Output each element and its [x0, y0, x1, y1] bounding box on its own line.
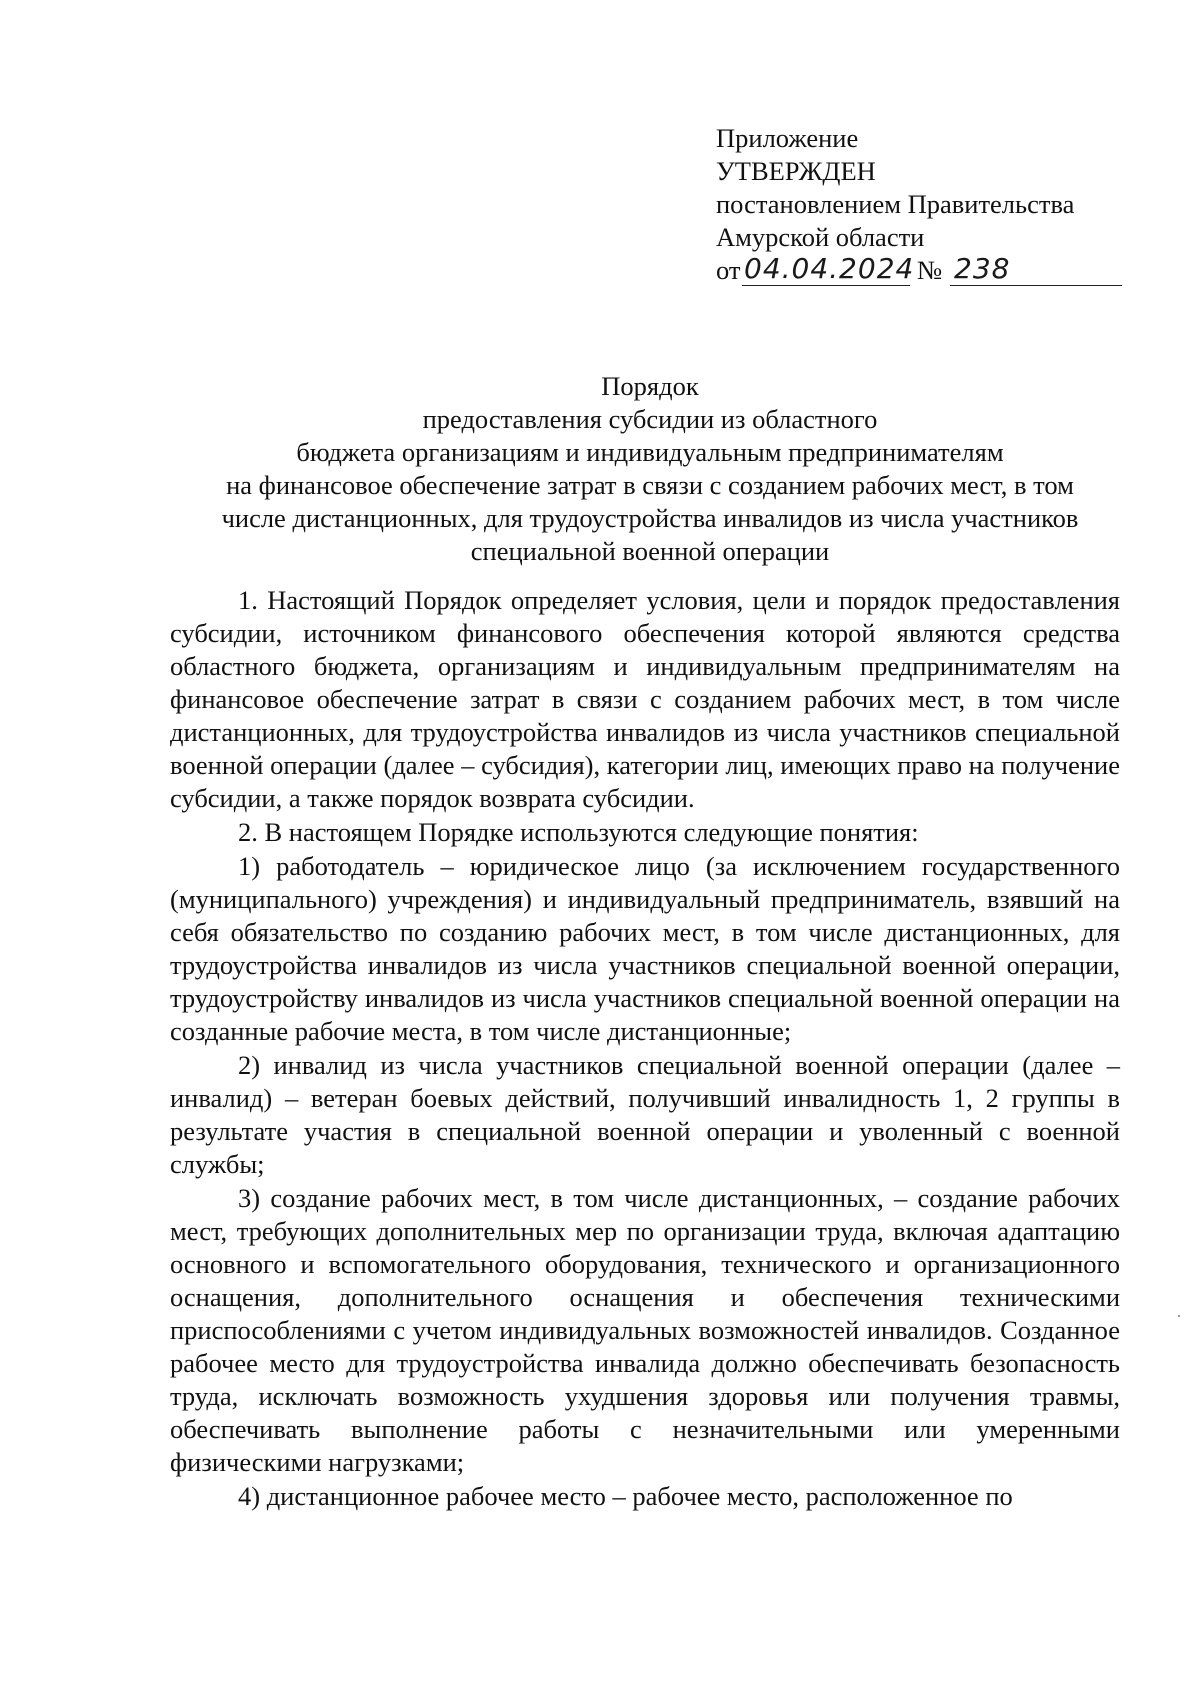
resolution-label: постановлением Правительства	[716, 189, 1075, 219]
paragraph-definition-3: 3) создание рабочих мест, в том числе дистанционных, – создание рабочих мест, требующих дополнительных мер по организации труда, включая адаптацию основного и вспомогательного оборудования, технического и организационного оснащения, дополнительного оснащения и обеспечения техническими приспособлениями с учетом индивидуальных возможностей инвалидов. Созданное рабочее место для трудоустройства инвалида должно обеспечивать безопасность труда, исключать возможность ухудшения здоровья или получения травмы, обеспечивать выполнение работы с незначительными или умеренными физическими нагрузками;	[170, 1183, 1120, 1477]
date-number-line	[716, 254, 1126, 294]
paragraph-definition-4: 4) дистанционное рабочее место – рабочее место, расположенное по	[238, 1481, 1013, 1511]
title-line-4: на финансовое обеспечение затрат в связи с созданием рабочих мест, в том	[226, 470, 1074, 500]
approved-label: УТВЕРЖДЕН	[716, 156, 876, 186]
title-line-2: предоставления субсидии из областного	[422, 404, 878, 434]
date-prefix: от	[716, 255, 741, 285]
region-label: Амурской области	[716, 222, 925, 252]
appendix-label: Приложение	[716, 123, 859, 153]
paragraph-1: 1. Настоящий Порядок определяет условия, цели и порядок предоставления субсидии, источником финансового обеспечения которой являются средства областного бюджета, организациям и индивидуальным предпринимателям на финансовое обеспечение затрат в связи с созданием рабочих мест, в том числе дистанционных, для трудоустройства инвалидов из числа участников специальной военной операции (далее – субсидия), категории лиц, имеющих право на получение субсидии, а также порядок возврата субсидии.	[170, 585, 1120, 813]
title-line-6: специальной военной операции	[470, 536, 830, 566]
paragraph-definition-2: 2) инвалид из числа участников специальной военной операции (далее – инвалид) – ветеран боевых действий, получивший инвалидность 1, 2 группы в результате участия в специальной военной операции и уволенный с военной службы;	[170, 1050, 1120, 1179]
paragraph-definition-1: 1) работодатель – юридическое лицо (за исключением государственного (муниципального) учреждения) и индивидуальный предприниматель, взявший на себя обязательство по созданию рабочих мест, в том числе дистанционных, для трудоустройства инвалидов из числа участников специальной военной операции, трудоустройству инвалидов из числа участников специальной военной операции на созданные рабочие места, в том числе дистанционные;	[170, 851, 1120, 1046]
approval-stamp-block	[716, 122, 1126, 294]
number-prefix: №	[917, 255, 943, 285]
date-underline	[742, 285, 910, 286]
title-line-3: бюджета организациям и индивидуальным предпринимателям	[296, 437, 1004, 467]
document-body	[170, 584, 1120, 1513]
document-title	[170, 370, 1130, 568]
paragraph-2: 2. В настоящем Порядке используются следующие понятия:	[238, 817, 919, 847]
number-underline	[950, 285, 1122, 286]
title-line-1: Порядок	[601, 371, 699, 401]
handwritten-number: 238	[954, 252, 1011, 285]
handwritten-date: 04.04.2024	[744, 252, 915, 285]
scan-speck	[1178, 1315, 1180, 1317]
title-line-5: числе дистанционных, для трудоустройства инвалидов из числа участников	[221, 503, 1079, 533]
